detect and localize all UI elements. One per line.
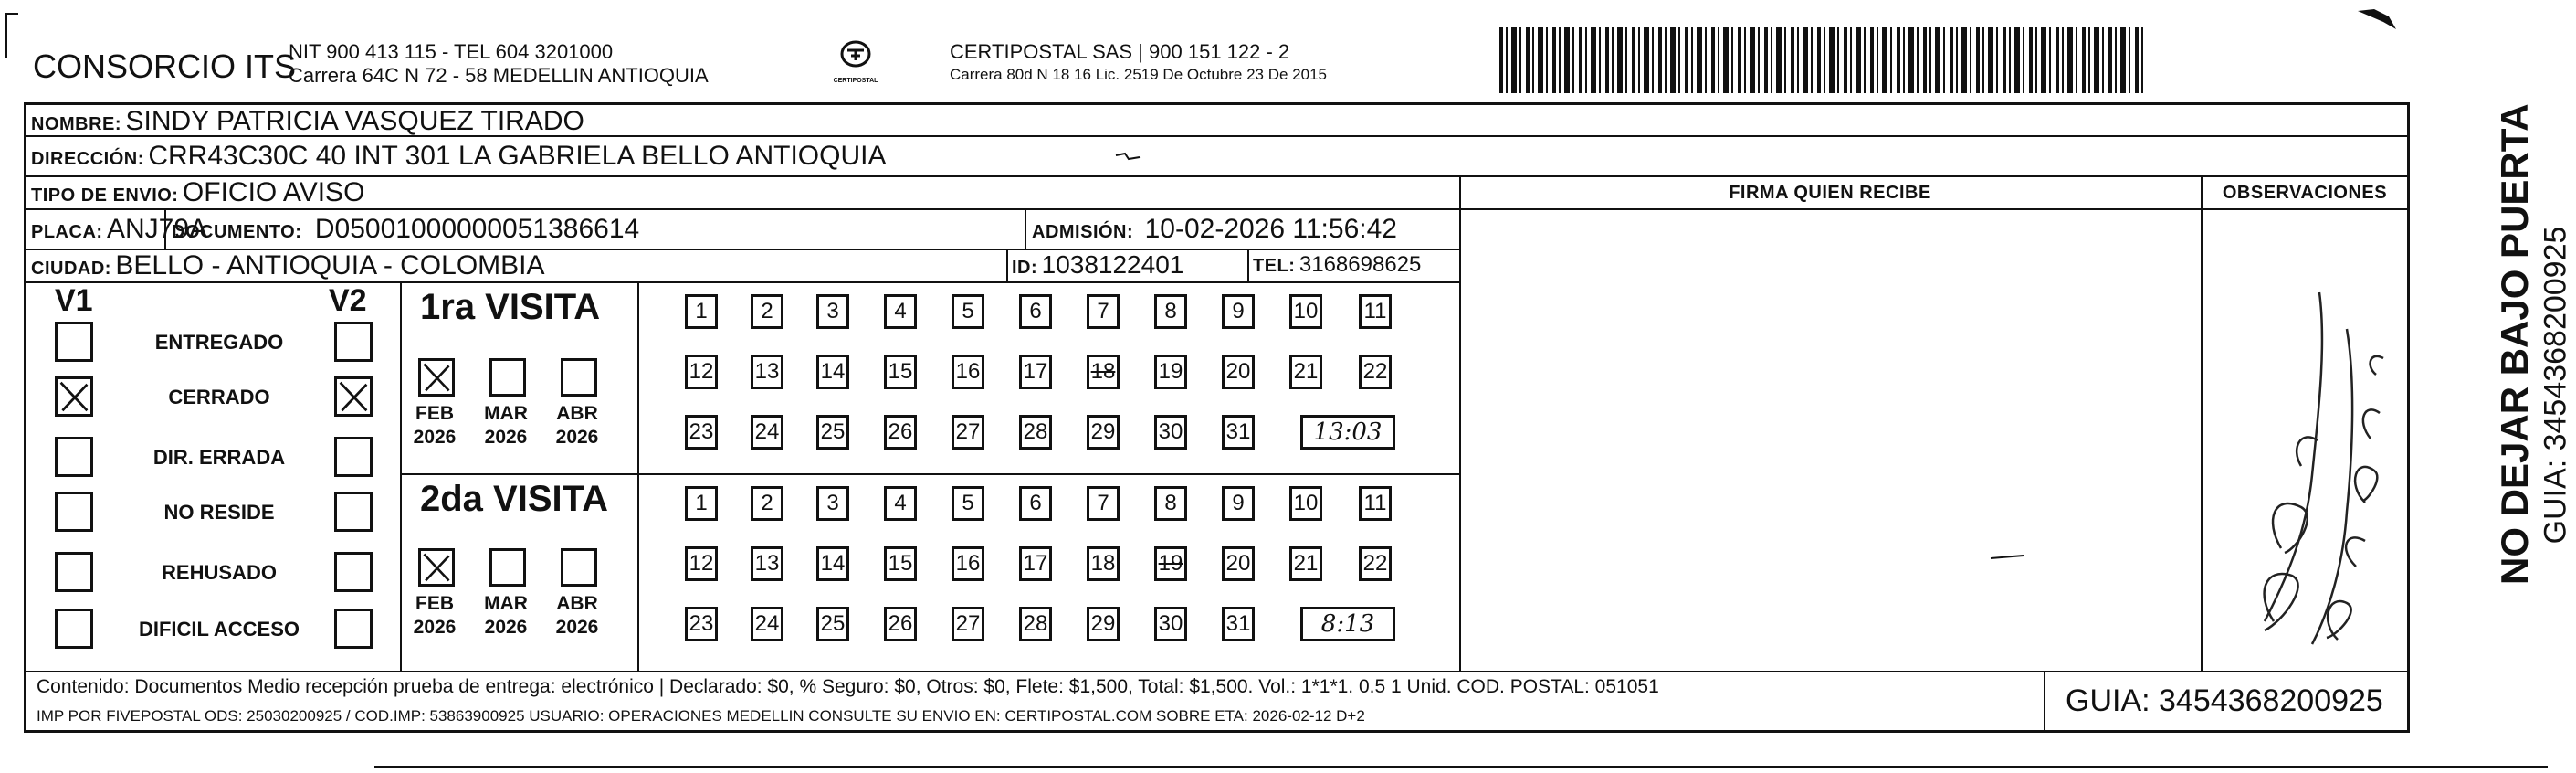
small-dash-mark-icon [1989, 550, 2025, 559]
first-visit-time[interactable]: 13:03 [1300, 415, 1395, 450]
second-visit-day-30[interactable]: 30 [1154, 607, 1187, 641]
nombre-value: SINDY PATRICIA VASQUEZ TIRADO [125, 106, 584, 136]
second-visit-day-15[interactable]: 15 [884, 546, 917, 581]
footer-content-line: Contenido: Documentos Medio recepción prueba de entrega: electrónico | Declarado: $0, % Seguro: $0, Otros: $0, Flete: $1,500, Total: $1,500. Vol.: 1*1*1. 0.5 1 Unid. COD. POSTAL: 051051 [37, 676, 1659, 697]
placa-value: ANJ79A [107, 214, 208, 244]
documento-cell [172, 214, 639, 245]
second-visit-day-19[interactable]: 19 [1154, 546, 1187, 581]
first-visit-day-22[interactable]: 22 [1359, 355, 1392, 389]
second-visit-day-10[interactable]: 10 [1289, 486, 1322, 521]
second-visit-day-26[interactable]: 26 [884, 607, 917, 641]
id-value: 1038122401 [1041, 250, 1184, 279]
second-visit-day-16[interactable]: 16 [952, 546, 984, 581]
v1-checkbox[interactable] [55, 609, 93, 649]
second-visit-day-11[interactable]: 11 [1359, 486, 1392, 521]
second-visit-day-1[interactable]: 1 [685, 486, 718, 521]
first-visit-day-23[interactable]: 23 [685, 415, 718, 450]
second-visit-title: 2da VISITA [420, 479, 608, 519]
certipostal-logo-icon [833, 38, 878, 86]
carrier-license: Carrera 80d N 18 16 Lic. 2519 De Octubre 23 De 2015 [950, 66, 1327, 83]
tipo-value: OFICIO AVISO [182, 177, 365, 207]
first-visit-month-label [407, 402, 462, 450]
side-divider [2407, 102, 2409, 733]
second-visit-month-label [478, 592, 533, 640]
scribble-mark-icon [1114, 150, 1141, 163]
second-visit-day-31[interactable]: 31 [1222, 607, 1255, 641]
tipo-label: TIPO DE ENVIO: [31, 185, 179, 206]
v2-label: V2 [329, 283, 367, 318]
first-visit-day-20[interactable]: 20 [1222, 355, 1255, 389]
v1-checkbox[interactable] [55, 492, 93, 532]
first-visit-day-2[interactable]: 2 [751, 294, 783, 329]
direccion-value: CRR43C30C 40 INT 301 LA GABRIELA BELLO ANTIOQUIA [148, 141, 887, 171]
tel-cell [1253, 252, 1421, 278]
second-visit-day-5[interactable]: 5 [952, 486, 984, 521]
first-visit-day-11[interactable]: 11 [1359, 294, 1392, 329]
tel-label: TEL: [1253, 256, 1296, 276]
second-visit-day-13[interactable]: 13 [751, 546, 783, 581]
row-line-2 [24, 175, 2410, 177]
id-label: ID: [1012, 258, 1038, 278]
first-visit-day-1[interactable]: 1 [685, 294, 718, 329]
second-visit-month-label [550, 592, 605, 640]
guia-vertical-label: GUIA: 3454368200925 [2538, 226, 2573, 545]
first-visit-day-24[interactable]: 24 [751, 415, 783, 450]
first-visit-day-21[interactable]: 21 [1289, 355, 1322, 389]
company-address: Carrera 64C N 72 - 58 MEDELLIN ANTIOQUIA [289, 64, 709, 87]
visits-middle-line [400, 473, 1459, 475]
reason-label: REHUSADO [162, 561, 277, 584]
v2-checkbox[interactable] [334, 322, 373, 362]
first-visit-month-checkbox[interactable] [561, 358, 597, 397]
second-visit-time[interactable]: 8:13 [1300, 607, 1395, 641]
month-year: 2026 [484, 427, 528, 448]
first-visit-day-14[interactable]: 14 [816, 355, 849, 389]
first-visit-day-10[interactable]: 10 [1289, 294, 1322, 329]
month-name: FEB [415, 403, 454, 424]
second-visit-day-18[interactable]: 18 [1087, 546, 1120, 581]
obs-divider [2201, 175, 2203, 672]
first-visit-title: 1ra VISITA [420, 287, 601, 327]
first-visit-day-5[interactable]: 5 [952, 294, 984, 329]
reason-label: ENTREGADO [154, 331, 284, 354]
second-visit-day-23[interactable]: 23 [685, 607, 718, 641]
second-visit-day-25[interactable]: 25 [816, 607, 849, 641]
firma-divider [1459, 175, 1461, 672]
first-visit-day-12[interactable]: 12 [685, 355, 718, 389]
footer-guia-divider [2044, 671, 2045, 733]
month-name: MAR [484, 593, 528, 614]
placa-label: PLACA: [31, 222, 103, 242]
carrier-line: CERTIPOSTAL SAS | 900 151 122 - 2 [950, 40, 1290, 63]
ciudad-cell [31, 250, 545, 281]
footer-guia: GUIA: 3454368200925 [2066, 683, 2383, 718]
second-visit-day-14[interactable]: 14 [816, 546, 849, 581]
second-visit-day-24[interactable]: 24 [751, 607, 783, 641]
first-visit-day-31[interactable]: 31 [1222, 415, 1255, 450]
first-visit-day-28[interactable]: 28 [1019, 415, 1052, 450]
second-visit-day-3[interactable]: 3 [816, 486, 849, 521]
month-name: FEB [415, 593, 454, 614]
second-visit-day-4[interactable]: 4 [884, 486, 917, 521]
stamp-mark-icon [2356, 4, 2411, 31]
month-year: 2026 [413, 617, 457, 638]
company-nit: NIT 900 413 115 - TEL 604 3201000 [289, 40, 614, 63]
second-visit-month-checkbox[interactable] [418, 548, 455, 587]
row-line-5 [24, 281, 1459, 283]
first-visit-day-6[interactable]: 6 [1019, 294, 1052, 329]
barcode [1499, 27, 2146, 93]
footer-top-line [24, 671, 2407, 672]
first-visit-day-7[interactable]: 7 [1087, 294, 1120, 329]
second-visit-day-21[interactable]: 21 [1289, 546, 1322, 581]
first-visit-day-17[interactable]: 17 [1019, 355, 1052, 389]
reason-label: CERRADO [168, 386, 270, 408]
second-visit-day-28[interactable]: 28 [1019, 607, 1052, 641]
first-visit-month-checkbox[interactable] [489, 358, 526, 397]
company-name: CONSORCIO ITS [33, 48, 297, 85]
second-visit-day-7[interactable]: 7 [1087, 486, 1120, 521]
second-visit-month-label [407, 592, 462, 640]
tel-divider [1247, 249, 1249, 281]
reason-label: DIFICIL ACCESO [138, 618, 300, 641]
tipo-row [31, 177, 364, 208]
bottom-rule [374, 766, 2548, 768]
month-year: 2026 [484, 617, 528, 638]
first-visit-day-30[interactable]: 30 [1154, 415, 1187, 450]
admision-divider [1025, 208, 1026, 249]
second-visit-month-checkbox[interactable] [561, 548, 597, 587]
first-visit-day-26[interactable]: 26 [884, 415, 917, 450]
second-visit-day-2[interactable]: 2 [751, 486, 783, 521]
second-visit-month-checkbox[interactable] [489, 548, 526, 587]
left-margin-mark-top [5, 13, 18, 15]
first-visit-month-label [550, 402, 605, 450]
month-name: ABR [556, 403, 598, 424]
first-visit-day-8[interactable]: 8 [1154, 294, 1187, 329]
v2-checkbox[interactable] [334, 609, 373, 649]
first-visit-day-9[interactable]: 9 [1222, 294, 1255, 329]
first-visit-day-13[interactable]: 13 [751, 355, 783, 389]
second-visit-day-27[interactable]: 27 [952, 607, 984, 641]
second-visit-day-22[interactable]: 22 [1359, 546, 1392, 581]
documento-value: D05001000000051386614 [314, 214, 640, 244]
direccion-row [31, 141, 886, 172]
first-visit-day-16[interactable]: 16 [952, 355, 984, 389]
tel-value: 3168698625 [1299, 252, 1422, 277]
month-year: 2026 [555, 617, 599, 638]
second-visit-day-9[interactable]: 9 [1222, 486, 1255, 521]
ciudad-label: CIUDAD: [31, 259, 111, 279]
second-visit-day-6[interactable]: 6 [1019, 486, 1052, 521]
id-cell [1012, 250, 1183, 280]
first-visit-month-label [478, 402, 533, 450]
v1-checkbox[interactable] [55, 376, 93, 417]
v2-checkbox[interactable] [334, 492, 373, 532]
visits-divider-1 [400, 281, 402, 672]
documento-label: DOCUMENTO: [172, 222, 302, 242]
admision-value: 10-02-2026 11:56:42 [1144, 214, 1397, 244]
id-divider [1006, 249, 1008, 281]
left-margin-mark [5, 13, 7, 58]
admision-label: ADMISIÓN: [1032, 222, 1134, 242]
ciudad-value: BELLO - ANTIOQUIA - COLOMBIA [115, 250, 545, 281]
v1-label: V1 [55, 283, 93, 318]
month-name: ABR [556, 593, 598, 614]
v2-checkbox[interactable] [334, 552, 373, 592]
admision-cell [1032, 214, 1397, 245]
firma-label: FIRMA QUIEN RECIBE [1729, 183, 1931, 203]
month-name: MAR [484, 403, 528, 424]
first-visit-day-25[interactable]: 25 [816, 415, 849, 450]
direccion-label: DIRECCIÓN: [31, 149, 144, 169]
observaciones-label: OBSERVACIONES [2222, 183, 2388, 203]
footer-print-line: IMP POR FIVEPOSTAL ODS: 25030200925 / COD.IMP: 53863900925 USUARIO: OPERACIONES MEDELLIN CONSULTE SU ENVIO EN: CERTIPOSTAL.COM SOBRE ETA: 2026-02-12 D+2 [37, 707, 1365, 725]
second-visit-day-20[interactable]: 20 [1222, 546, 1255, 581]
nombre-label: NOMBRE: [31, 114, 122, 134]
v1-checkbox[interactable] [55, 552, 93, 592]
first-visit-day-29[interactable]: 29 [1087, 415, 1120, 450]
no-dejar-label: NO DEJAR BAJO PUERTA [2493, 103, 2536, 585]
second-visit-day-8[interactable]: 8 [1154, 486, 1187, 521]
month-year: 2026 [555, 427, 599, 448]
reason-label: DIR. ERRADA [152, 446, 286, 469]
reason-label: NO RESIDE [163, 501, 275, 524]
second-visit-day-29[interactable]: 29 [1087, 607, 1120, 641]
first-visit-month-checkbox[interactable] [418, 358, 455, 397]
month-year: 2026 [413, 427, 457, 448]
handwritten-signature-icon [2210, 274, 2402, 658]
nombre-row [31, 106, 584, 137]
visits-divider-2 [637, 281, 639, 672]
firma-header-line-bottom [1459, 208, 2407, 210]
second-visit-day-17[interactable]: 17 [1019, 546, 1052, 581]
second-visit-day-12[interactable]: 12 [685, 546, 718, 581]
first-visit-day-19[interactable]: 19 [1154, 355, 1187, 389]
v2-checkbox[interactable] [334, 437, 373, 477]
v1-checkbox[interactable] [55, 437, 93, 477]
v2-checkbox[interactable] [334, 376, 373, 417]
first-visit-day-3[interactable]: 3 [816, 294, 849, 329]
v1-checkbox[interactable] [55, 322, 93, 362]
first-visit-day-18[interactable]: 18 [1087, 355, 1120, 389]
logo-text: CERTIPOSTAL [833, 78, 878, 84]
first-visit-day-4[interactable]: 4 [884, 294, 917, 329]
first-visit-day-27[interactable]: 27 [952, 415, 984, 450]
first-visit-day-15[interactable]: 15 [884, 355, 917, 389]
